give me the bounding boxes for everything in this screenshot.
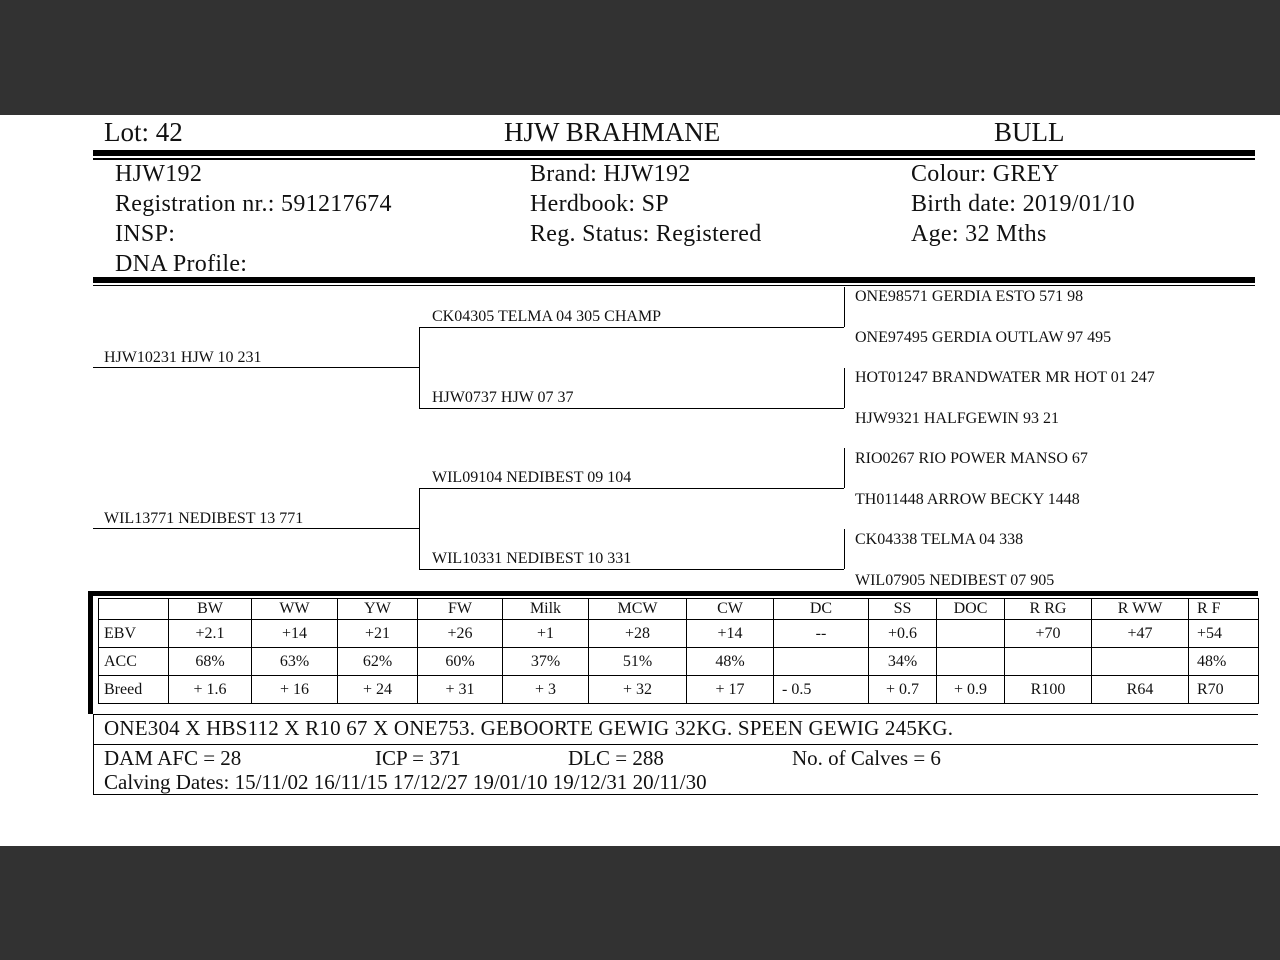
ebv-cell: + 1.6 bbox=[169, 676, 252, 704]
ebv-header-cell: DC bbox=[774, 599, 869, 620]
ebv-cell: +47 bbox=[1092, 620, 1189, 648]
lot-number: Lot: 42 bbox=[104, 117, 183, 147]
ebv-cell: + 17 bbox=[687, 676, 774, 704]
calves-count: No. of Calves = 6 bbox=[792, 746, 941, 770]
ebv-cell: + 24 bbox=[338, 676, 418, 704]
ebv-top-rule bbox=[88, 591, 1258, 596]
ggp-bracket-4 bbox=[844, 529, 845, 569]
ebv-cell: 63% bbox=[252, 648, 338, 676]
ebv-row bbox=[99, 676, 1259, 704]
pedigree-ggp-7: CK04338 TELMA 04 338 bbox=[855, 531, 1024, 548]
ebv-header-cell: FW bbox=[418, 599, 503, 620]
ebv-cell bbox=[1092, 648, 1189, 676]
dam-bracket bbox=[419, 488, 420, 570]
ebv-table bbox=[98, 598, 1259, 704]
ebv-header-row bbox=[99, 599, 1259, 620]
calving-dates: Calving Dates: 15/11/02 16/11/15 17/12/27 19/01/10 19/12/31 20/11/30 bbox=[104, 770, 707, 794]
notes-left-rule bbox=[93, 714, 94, 795]
sire-sire-line bbox=[419, 327, 844, 328]
ebv-cell: +70 bbox=[1005, 620, 1092, 648]
ebv-cell: + 16 bbox=[252, 676, 338, 704]
ebv-cell: -- bbox=[774, 620, 869, 648]
sire-dam-line bbox=[419, 408, 844, 409]
ebv-cell: 60% bbox=[418, 648, 503, 676]
ebv-cell: +2.1 bbox=[169, 620, 252, 648]
ebv-cell: +26 bbox=[418, 620, 503, 648]
ebv-row bbox=[99, 620, 1259, 648]
ebv-header-cell: YW bbox=[338, 599, 418, 620]
pedigree-ggp-4: HJW9321 HALFGEWIN 93 21 bbox=[855, 410, 1059, 427]
pedigree-ggp-5: RIO0267 RIO POWER MANSO 67 bbox=[855, 450, 1088, 467]
ebv-header-cell: BW bbox=[169, 599, 252, 620]
animal-sex: BULL bbox=[994, 117, 1065, 147]
ebv-header-cell: Milk bbox=[503, 599, 589, 620]
ebv-cell: + 31 bbox=[418, 676, 503, 704]
ebv-row-label: ACC bbox=[99, 648, 169, 676]
header-rule bbox=[93, 150, 1255, 156]
ebv-cell: +1 bbox=[503, 620, 589, 648]
registration-status: Reg. Status: Registered bbox=[530, 221, 762, 247]
notes-top-rule bbox=[93, 714, 1258, 715]
ebv-cell: R70 bbox=[1189, 676, 1259, 704]
pedigree-dam-sire: WIL09104 NEDIBEST 09 104 bbox=[432, 469, 632, 486]
notes-divider bbox=[93, 744, 1258, 745]
ebv-cell: +14 bbox=[252, 620, 338, 648]
ggp-bracket-1 bbox=[844, 287, 845, 327]
pedigree-sire: HJW10231 HJW 10 231 bbox=[104, 349, 262, 366]
ebv-row bbox=[99, 648, 1259, 676]
ebv-header-cell: CW bbox=[687, 599, 774, 620]
pedigree-ggp-2: ONE97495 GERDIA OUTLAW 97 495 bbox=[855, 329, 1112, 346]
ebv-left-rule bbox=[88, 591, 93, 714]
ebv-cell: +28 bbox=[589, 620, 687, 648]
ebv-cell bbox=[1005, 648, 1092, 676]
notes-bottom-rule bbox=[93, 794, 1258, 795]
birth-date: Birth date: 2019/01/10 bbox=[911, 191, 1135, 217]
ebv-cell bbox=[774, 648, 869, 676]
ebv-cell: 48% bbox=[1189, 648, 1259, 676]
ebv-cell: +54 bbox=[1189, 620, 1259, 648]
dam-afc: DAM AFC = 28 bbox=[104, 746, 242, 770]
pedigree-sheet bbox=[0, 115, 1280, 846]
registration-number: Registration nr.: 591217674 bbox=[115, 191, 392, 217]
herdbook: Herdbook: SP bbox=[530, 191, 669, 217]
dam-dam-line bbox=[419, 569, 844, 570]
sire-line bbox=[93, 367, 419, 368]
ebv-cell: +21 bbox=[338, 620, 418, 648]
ebv-cell: +0.6 bbox=[869, 620, 937, 648]
colour: Colour: GREY bbox=[911, 161, 1060, 187]
info-rule-thin bbox=[93, 285, 1255, 286]
age: Age: 32 Mths bbox=[911, 221, 1047, 247]
ebv-header-cell: R F bbox=[1189, 599, 1259, 620]
animal-id: HJW192 bbox=[115, 161, 203, 187]
ebv-cell: R100 bbox=[1005, 676, 1092, 704]
ebv-header-cell: WW bbox=[252, 599, 338, 620]
info-rule bbox=[93, 277, 1255, 283]
pedigree-sire-sire: CK04305 TELMA 04 305 CHAMP bbox=[432, 308, 662, 325]
pedigree-sire-dam: HJW0737 HJW 07 37 bbox=[432, 389, 574, 406]
ebv-cell bbox=[937, 620, 1005, 648]
ebv-header-cell: R RG bbox=[1005, 599, 1092, 620]
ebv-cell: + 32 bbox=[589, 676, 687, 704]
pedigree-ggp-1: ONE98571 GERDIA ESTO 571 98 bbox=[855, 288, 1084, 305]
ebv-cell bbox=[937, 648, 1005, 676]
insp-label: INSP: bbox=[115, 221, 176, 247]
ebv-header-cell: DOC bbox=[937, 599, 1005, 620]
ebv-header-cell: MCW bbox=[589, 599, 687, 620]
header-rule-thin bbox=[93, 158, 1255, 160]
ggp-bracket-2 bbox=[844, 368, 845, 408]
pedigree-ggp-8: WIL07905 NEDIBEST 07 905 bbox=[855, 572, 1055, 589]
ebv-cell: + 0.9 bbox=[937, 676, 1005, 704]
ebv-cell: 51% bbox=[589, 648, 687, 676]
dna-profile-label: DNA Profile: bbox=[115, 251, 248, 277]
ebv-header-cell bbox=[99, 599, 169, 620]
pedigree-ggp-3: HOT01247 BRANDWATER MR HOT 01 247 bbox=[855, 369, 1155, 386]
ebv-cell: 37% bbox=[503, 648, 589, 676]
icp-value: ICP = 371 bbox=[375, 746, 461, 770]
ebv-row-label: Breed bbox=[99, 676, 169, 704]
breeding-notes: ONE304 X HBS112 X R10 67 X ONE753. GEBOORTE GEWIG 32KG. SPEEN GEWIG 245KG. bbox=[104, 716, 954, 740]
dam-sire-line bbox=[419, 488, 844, 489]
ebv-header-cell: R WW bbox=[1092, 599, 1189, 620]
ebv-cell: R64 bbox=[1092, 676, 1189, 704]
animal-name: HJW BRAHMANE bbox=[504, 117, 721, 147]
pedigree-ggp-6: TH011448 ARROW BECKY 1448 bbox=[855, 491, 1080, 508]
dam-line bbox=[93, 528, 419, 529]
ebv-cell: 34% bbox=[869, 648, 937, 676]
ebv-cell: 62% bbox=[338, 648, 418, 676]
dlc-value: DLC = 288 bbox=[568, 746, 664, 770]
pedigree-dam: WIL13771 NEDIBEST 13 771 bbox=[104, 510, 304, 527]
ebv-cell: 68% bbox=[169, 648, 252, 676]
ebv-cell: + 3 bbox=[503, 676, 589, 704]
brand: Brand: HJW192 bbox=[530, 161, 691, 187]
ggp-bracket-3 bbox=[844, 448, 845, 488]
ebv-cell: - 0.5 bbox=[774, 676, 869, 704]
ebv-header-cell: SS bbox=[869, 599, 937, 620]
ebv-row-label: EBV bbox=[99, 620, 169, 648]
pedigree-dam-dam: WIL10331 NEDIBEST 10 331 bbox=[432, 550, 632, 567]
sire-bracket bbox=[419, 327, 420, 409]
ebv-cell: 48% bbox=[687, 648, 774, 676]
ebv-cell: +14 bbox=[687, 620, 774, 648]
ebv-cell: + 0.7 bbox=[869, 676, 937, 704]
